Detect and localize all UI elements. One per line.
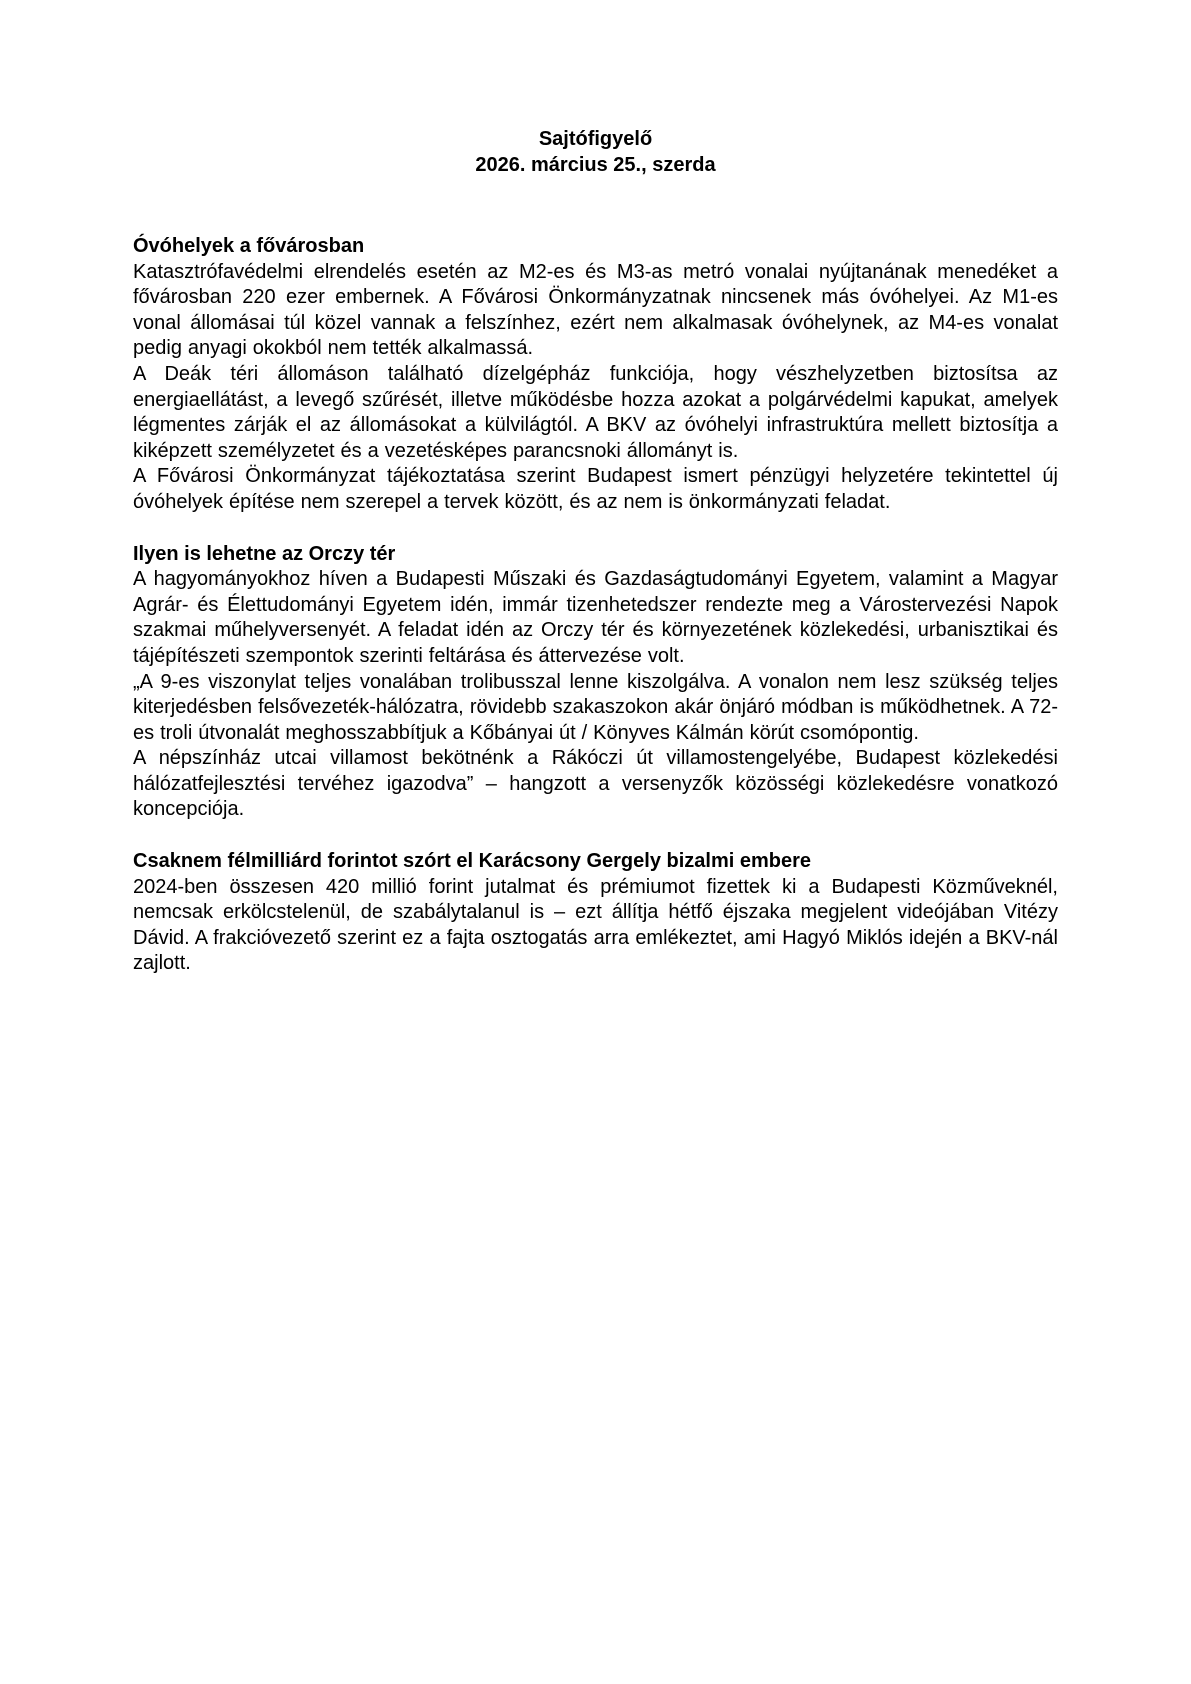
body-paragraph: A Fővárosi Önkormányzat tájékoztatása szerint Budapest ismert pénzügyi helyzetére tekintettel új óvóhelyek építése nem szerepel a tervek között, és az nem is önkormányzati feladat.: [133, 465, 1058, 513]
section-ovohelyek: [133, 234, 1058, 516]
title-block: [133, 126, 1058, 178]
section-orczy-ter: [133, 542, 1058, 824]
body-paragraph: „A 9-es viszonylat teljes vonalában trolibusszal lenne kiszolgálva. A vonalon nem lesz szükség teljes kiterjedésben felsővezeték-hálózatra, rövidebb szakaszokon akár önjáró módban is működhetnek. A 72-es troli útvonalát meghosszabbítjuk a Kőbányai út / Könyves Kálmán körút csomópontig.: [133, 670, 1058, 744]
section-heading: Ilyen is lehetne az Orczy tér: [133, 542, 396, 565]
document-title: Sajtófigyelő: [538, 128, 653, 150]
body-paragraph: A Deák téri állomáson található dízelgépház funkciója, hogy vészhelyzetben biztosítsa az energiaellátást, a levegő szűrését, illetve működésbe hozza azokat a polgárvédelmi kapukat, amelyek légmentes zárják el az állomásokat a külvilágtól. A BKV az óvóhelyi infrastruktúra mellett biztosítja a kiképzett személyzetet és a vezetésképes parancsnoki állományt is.: [133, 362, 1058, 462]
section-heading: Óvóhelyek a fővárosban: [133, 235, 365, 257]
section-felmilliard: [133, 849, 1058, 977]
body-paragraph: A hagyományokhoz híven a Budapesti Műszaki és Gazdaságtudományi Egyetem, valamint a Magyar Agrár- és Élettudományi Egyetem idén, immár tizenhetedszer rendezte meg a Várostervezési Napok szakmai műhelyversenyét. A feladat idén az Orczy tér és környezetének közlekedési, urbanisztikai és tájépítészeti szempontok szerinti feltárása és áttervezése volt.: [133, 568, 1058, 667]
section-heading: Csaknem félmilliárd forintot szórt el Karácsony Gergely bizalmi embere: [133, 850, 811, 873]
body-paragraph: A népszínház utcai villamost bekötnénk a Rákóczi út villamostengelyébe, Budapest közlekedési hálózatfejlesztési tervéhez igazodva” – hangzott a versenyzők közösségi közlekedésre vonatkozó koncepciója.: [133, 747, 1058, 821]
body-paragraph: 2024-ben összesen 420 millió forint jutalmat és prémiumot fizettek ki a Budapesti Közműveknél, nemcsak erkölcstelenül, de szabálytalanul is – ezt állítja hétfő éjszaka megjelent videójában Vitézy Dávid. A frakcióvezető szerint ez a fajta osztogatás arra emlékeztet, ami Hagyó Miklós idején a BKV-nál zajlott.: [133, 875, 1058, 975]
body-paragraph: Katasztrófavédelmi elrendelés esetén az M2-es és M3-as metró vonalai nyújtanának menedéket a fővárosban 220 ezer embernek. A Fővárosi Önkormányzatnak nincsenek más óvóhelyei. Az M1-es vonal állomásai túl közel vannak a felszínhez, ezért nem alkalmasak óvóhelynek, az M4-es vonalat pedig anyagi okokból nem tették alkalmassá.: [133, 260, 1058, 360]
document-date: 2026. március 25., szerda: [475, 154, 716, 176]
